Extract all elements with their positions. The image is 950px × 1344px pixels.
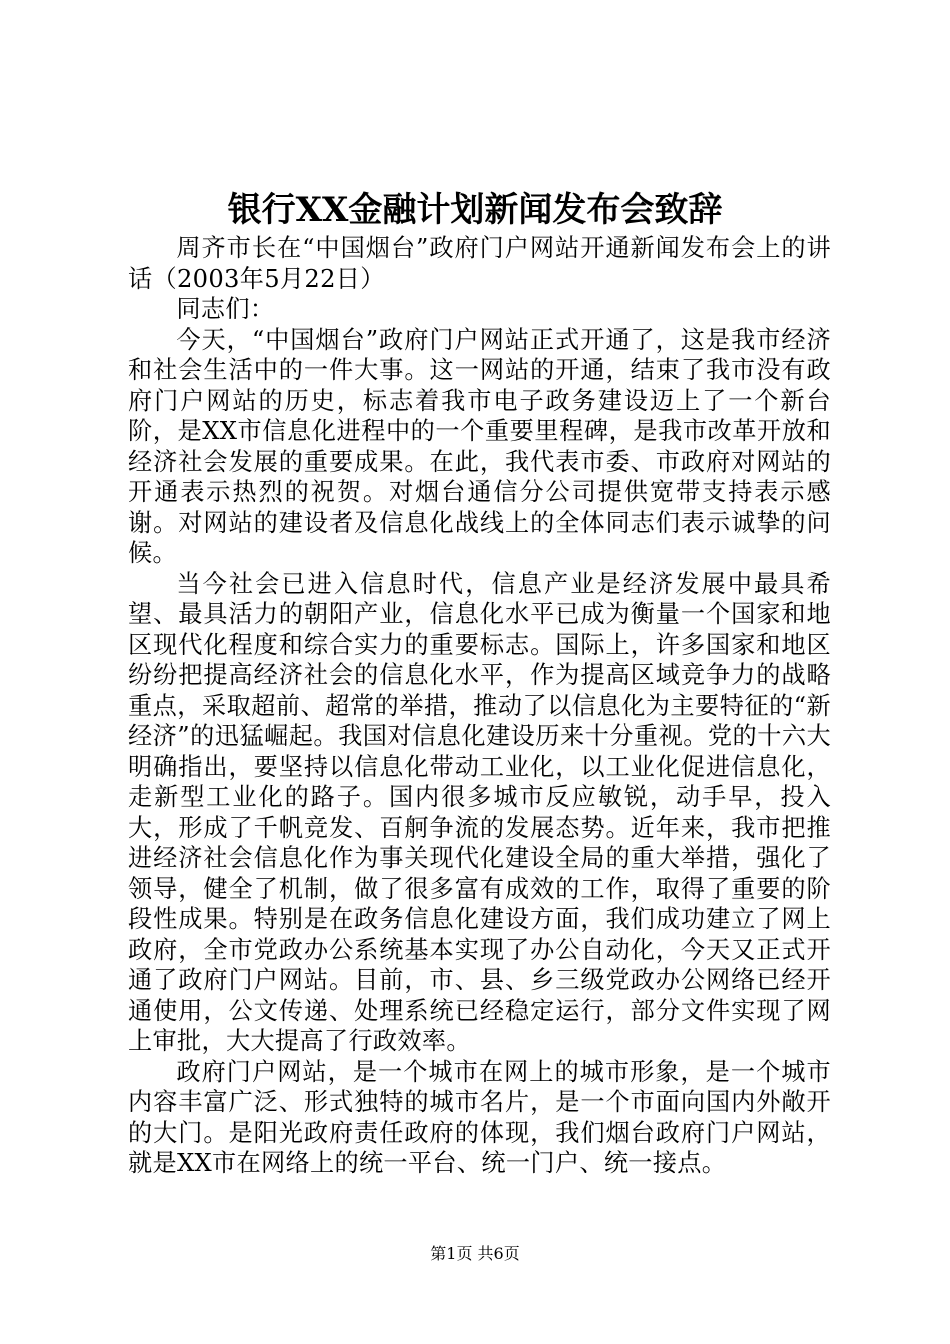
paragraph-portal: 政府门户网站，是一个城市在网上的城市形象，是一个城市内容丰富广泛、形式独特的城市名片，是一个市面向国内外敞开的大门。是阳光政府责任政府的体现，我们烟台政府门户网站，就是XX市在网络上的统一平台、统一门户、统一接点。 bbox=[128, 1057, 831, 1177]
paragraph-subtitle: 周齐市长在“中国烟台”政府门户网站开通新闻发布会上的讲话（2003年5月22日） bbox=[128, 234, 831, 293]
paragraph-opening: 今天，“中国烟台”政府门户网站正式开通了，这是我市经济和社会生活中的一件大事。这一网站的开通，结束了我市没有政府门户网站的历史，标志着我市电子政务建设迈上了一个新台阶，是XX市信息化进程中的一个重要里程碑，是我市改革开放和经济社会发展的重要成果。在此，我代表市委、市政府对网站的开通表示热烈的祝贺。对烟台通信分公司提供宽带支持表示感谢。对网站的建设者及信息化战线上的全体同志们表示诚挚的问候。 bbox=[128, 325, 831, 567]
paragraph-information-age: 当今社会已进入信息时代，信息产业是经济发展中最具希望、最具活力的朝阳产业，信息化水平已成为衡量一个国家和地区现代化程度和综合实力的重要标志。国际上，许多国家和地区纷纷把提高经济社会的信息化水平，作为提高区域竞争力的战略重点，采取超前、超常的举措，推动了以信息化为主要特征的“新经济”的迅猛崛起。我国对信息化建设历来十分重视。党的十六大明确指出，要坚持以信息化带动工业化，以工业化促进信息化，走新型工业化的路子。国内很多城市反应敏锐，动手早，投入大，形成了千帆竞发、百舸争流的发展态势。近年来，我市把推进经济社会信息化作为事关现代化建设全局的重大举措，强化了领导，健全了机制，做了很多富有成效的工作，取得了重要的阶段性成果。特别是在政务信息化建设方面，我们成功建立了网上政府，全市党政办公系统基本实现了办公自动化，今天又正式开通了政府门户网站。目前，市、县、乡三级党政办公网络已经开通使用，公文传递、处理系统已经稳定运行，部分文件实现了网上审批，大大提高了行政效率。 bbox=[128, 569, 831, 1055]
document-title: 银行XX金融计划新闻发布会致辞 bbox=[227, 190, 723, 230]
paragraph-salutation: 同志们： bbox=[176, 295, 275, 323]
page-number-footer: 第1页 共6页 bbox=[430, 1244, 520, 1263]
document-body bbox=[128, 233, 831, 1179]
